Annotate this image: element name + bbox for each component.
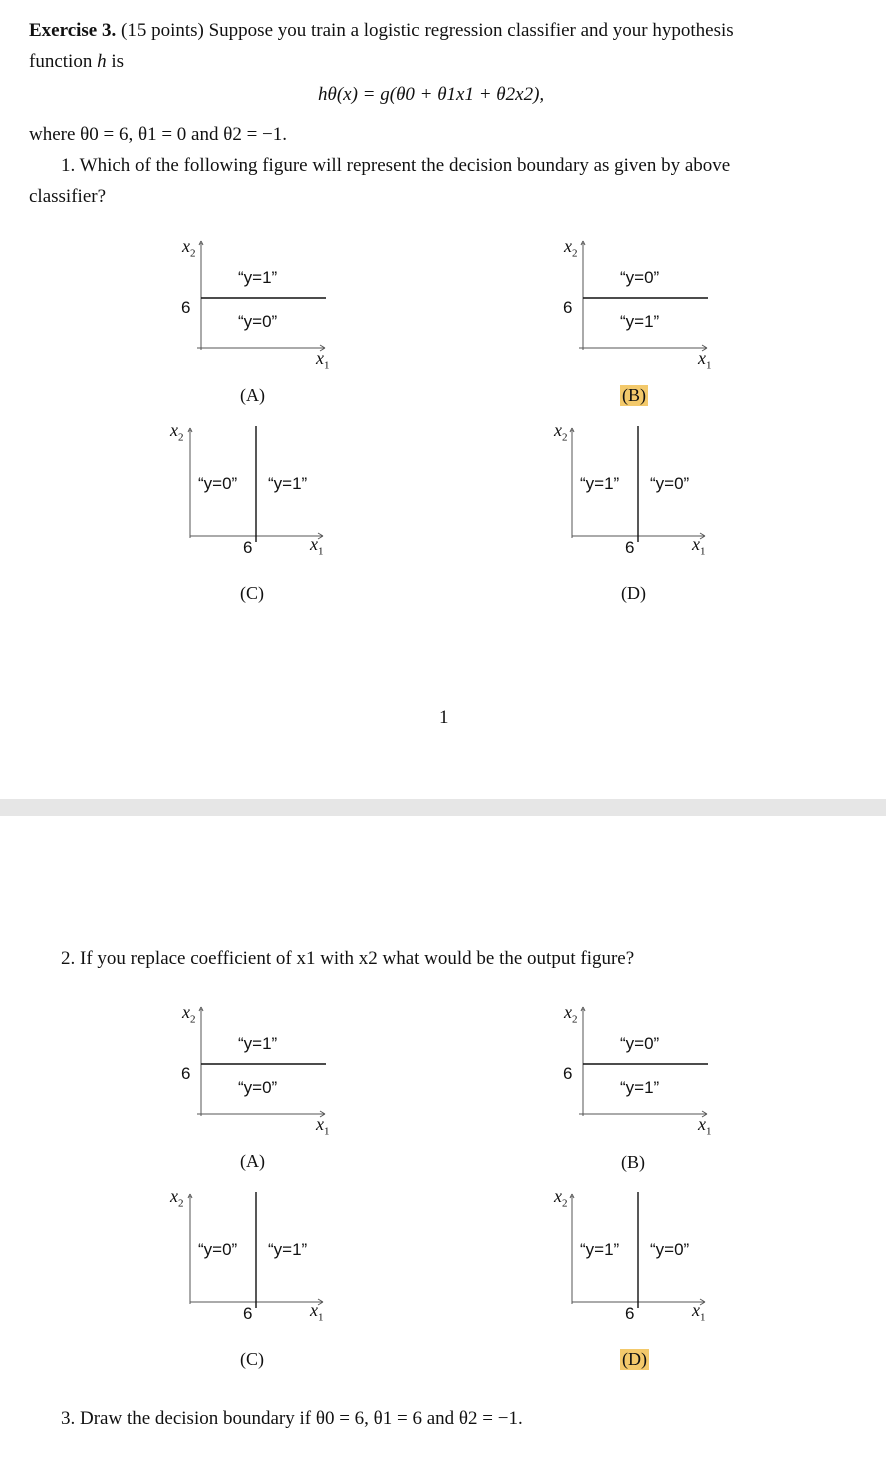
x2-axis-label: $x_2$ (564, 1002, 578, 1026)
figure-2B (552, 996, 752, 1146)
caption-2C: (C) (240, 1349, 264, 1369)
tick-six: 6 (625, 538, 635, 557)
page-number: 1 (439, 707, 449, 728)
x1-axis-label: $x_1$ (692, 1300, 706, 1324)
tick-six: 6 (181, 298, 191, 317)
region-label-lower: “y=1” (620, 1078, 660, 1097)
region-label-upper: “y=1” (238, 268, 278, 287)
exercise-title: Exercise 3. (29, 20, 117, 41)
figure-1A-axes (170, 230, 370, 380)
region-label-lower: “y=0” (238, 1078, 278, 1097)
figure-1B (552, 230, 752, 380)
caption-2A: (A) (240, 1151, 265, 1171)
region-label-lower: “y=0” (238, 312, 278, 331)
caption-1D: (D) (621, 583, 646, 603)
x1-axis-label: $x_1$ (692, 534, 706, 558)
region-label-upper: “y=0” (620, 268, 660, 287)
region-label-left: “y=0” (198, 474, 238, 493)
x1-axis-label: $x_1$ (310, 1300, 324, 1324)
x2-axis-label: $x_2$ (182, 236, 196, 260)
x2-axis-label: $x_2$ (564, 236, 578, 260)
question-2: 2. If you replace coefficient of x1 with x2 what would be the output figure? (61, 948, 635, 969)
region-label-right: “y=1” (268, 474, 308, 493)
x2-axis-label: $x_2$ (554, 420, 568, 444)
x1-axis-label: $x_1$ (698, 348, 712, 372)
caption-1A: (A) (240, 385, 265, 405)
exercise-intro-line2: function h is (29, 51, 125, 72)
figure-2D (550, 1184, 750, 1334)
figure-1A (170, 230, 370, 380)
x1-axis-label: $x_1$ (310, 534, 324, 558)
tick-six: 6 (181, 1064, 191, 1083)
x2-axis-label: $x_2$ (182, 1002, 196, 1026)
x2-axis-label: $x_2$ (170, 420, 184, 444)
region-label-left: “y=0” (198, 1240, 238, 1259)
figure-2A (170, 996, 370, 1146)
region-label-upper: “y=1” (238, 1034, 278, 1053)
region-label-right: “y=1” (268, 1240, 308, 1259)
region-label-left: “y=1” (580, 1240, 620, 1259)
x1-axis-label: $x_1$ (316, 348, 330, 372)
x2-axis-label: $x_2$ (554, 1186, 568, 1210)
figure-1B-axes (552, 230, 752, 380)
region-label-upper: “y=0” (620, 1034, 660, 1053)
page-separator (0, 799, 886, 816)
exercise-intro: (15 points) Suppose you train a logistic regression classifier and your hypothesis (121, 20, 734, 41)
x2-axis-label: $x_2$ (170, 1186, 184, 1210)
region-label-right: “y=0” (650, 1240, 690, 1259)
region-label-lower: “y=1” (620, 312, 660, 331)
caption-2B: (B) (621, 1152, 645, 1172)
caption-1B-highlighted: (B) (622, 385, 646, 405)
question-1-line1: 1. Which of the following figure will represent the decision boundary as given by above (61, 155, 731, 176)
figure-1C (168, 418, 368, 568)
hypothesis-equation: hθ(x) = g(θ0 + θ1x1 + θ2x2), (318, 84, 545, 105)
tick-six: 6 (563, 1064, 573, 1083)
figure-1D (550, 418, 750, 568)
tick-six: 6 (625, 1304, 635, 1323)
caption-1C: (C) (240, 583, 264, 603)
exercise-heading (29, 20, 734, 42)
x1-axis-label: $x_1$ (316, 1114, 330, 1138)
tick-six: 6 (243, 538, 253, 557)
figure-2A-axes (170, 996, 370, 1146)
tick-six: 6 (243, 1304, 253, 1323)
region-label-right: “y=0” (650, 474, 690, 493)
x1-axis-label: $x_1$ (698, 1114, 712, 1138)
question-1-line2: classifier? (29, 186, 107, 207)
tick-six: 6 (563, 298, 573, 317)
region-label-left: “y=1” (580, 474, 620, 493)
parameters-line: where θ0 = 6, θ1 = 0 and θ2 = −1. (29, 124, 288, 145)
caption-2D-highlighted: (D) (622, 1349, 647, 1369)
question-3: 3. Draw the decision boundary if θ0 = 6, θ1 = 6 and θ2 = −1. (61, 1408, 523, 1429)
figure-2C (168, 1184, 368, 1334)
figure-2B-axes (552, 996, 752, 1146)
